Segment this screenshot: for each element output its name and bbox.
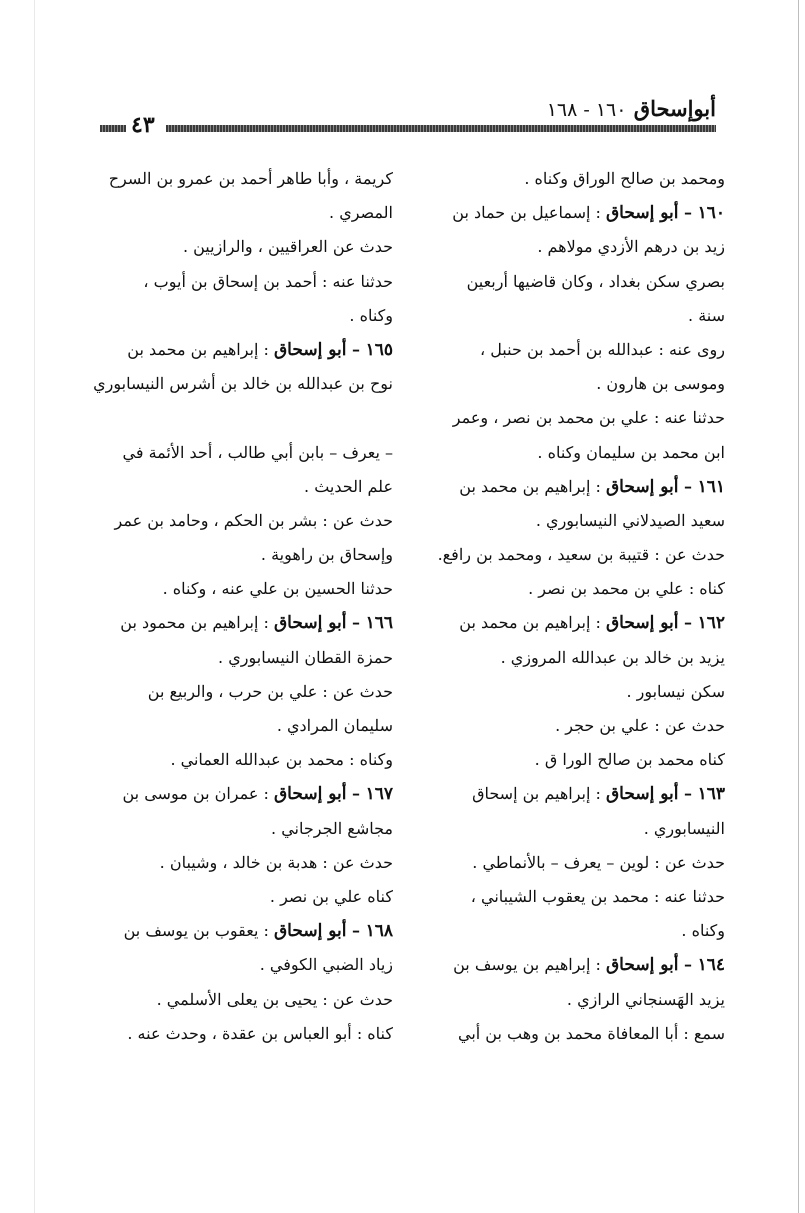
entry-dash: – [346, 613, 366, 633]
entry-heading-line [395, 948, 725, 982]
page-number: ٤٣ [128, 112, 158, 138]
text-line: وكناه : محمد بن عبدالله العماني . [170, 750, 393, 770]
text-line: وموسى بن هارون . [596, 374, 725, 394]
entry-heading-line [395, 606, 725, 640]
entry-kunya: أبو إسحاق [273, 921, 347, 942]
entry-dash: – [346, 784, 366, 804]
entry-kunya: أبو إسحاق [605, 476, 679, 497]
entry-number: ١٦٤ [697, 955, 725, 976]
header-title [547, 96, 716, 121]
text-line: كناه : أبو العباس بن عقدة ، وحدث عنه . [127, 1023, 393, 1043]
text-line: حدث عن : قتيبة بن سعيد ، ومحمد بن رافع. [437, 545, 725, 565]
text-line: وكناه . [681, 921, 725, 941]
text-line: حدثنا عنه : أحمد بن إسحاق بن أيوب ، [143, 271, 393, 291]
entry-text: : عمران بن موسى بن [122, 784, 274, 804]
text-line: كناه : علي بن محمد بن نصر . [528, 579, 725, 599]
text-line: حدث عن : علي بن حرب ، والربيع بن [147, 681, 393, 701]
text-line: وكناه . [349, 305, 393, 325]
entry-text: : إبراهيم بن محمود بن [120, 613, 274, 633]
running-header [100, 92, 716, 138]
entry-text: : إسماعيل بن حماد بن [452, 203, 606, 223]
entry-heading-line [395, 470, 725, 504]
page-edge-left [34, 0, 35, 1213]
header-rule-left [100, 125, 126, 132]
entry-heading-line [83, 914, 393, 948]
text-line: حدثنا عنه : محمد بن يعقوب الشيباني ، [470, 886, 725, 906]
page-edge-right [798, 0, 799, 1213]
header-title-text: أبوإسحاق [633, 96, 716, 121]
entry-text: : يعقوب بن يوسف بن [123, 921, 274, 941]
entry-number: ١٦٧ [365, 784, 393, 805]
entry-number: ١٦٦ [365, 613, 393, 634]
entry-number: ١٦٥ [365, 339, 393, 360]
entry-number: ١٦٠ [697, 203, 725, 224]
entry-kunya: أبو إسحاق [273, 784, 347, 805]
header-rule [166, 125, 716, 132]
entry-text: : إبراهيم بن محمد بن [459, 613, 606, 633]
entry-dash: – [678, 203, 698, 223]
text-line: ابن محمد بن سليمان وكناه . [537, 442, 725, 462]
text-line: روى عنه : عبدالله بن أحمد بن حنبل ، [479, 339, 725, 359]
text-line: كناه علي بن نصر . [269, 886, 393, 906]
text-line: نوح بن عبدالله بن خالد بن أشرس النيسابوري [93, 374, 393, 394]
entry-dash: – [678, 955, 698, 975]
text-line: سكن نيسابور . [626, 681, 725, 701]
entry-dash: – [678, 613, 698, 633]
entry-kunya: أبو إسحاق [605, 784, 679, 805]
entry-kunya: أبو إسحاق [273, 613, 347, 634]
text-line: علم الحديث . [304, 476, 393, 496]
header-entry-range: ١٦٠ - ١٦٨ [546, 99, 627, 121]
entry-kunya: أبو إسحاق [605, 613, 679, 634]
entry-text: : إبراهيم بن محمد بن [127, 339, 274, 359]
text-line: سمع : أبا المعافاة محمد بن وهب بن أبي [457, 1023, 725, 1043]
entry-kunya: أبو إسحاق [605, 955, 679, 976]
text-line: المصري . [329, 203, 393, 223]
entry-heading-line [395, 196, 725, 230]
text-line: كناه محمد بن صالح الورا ق . [534, 750, 725, 770]
text-line: حدثنا عنه : علي بن محمد بن نصر ، وعمر [452, 408, 725, 428]
text-line: زيد بن درهم الأزدي مولاهم . [537, 237, 725, 257]
entry-dash: – [678, 784, 698, 804]
entry-dash: – [678, 476, 698, 496]
entry-text: : إبراهيم بن محمد بن [459, 476, 606, 496]
entry-heading-line [83, 333, 393, 367]
entry-heading-line [395, 777, 725, 811]
text-line: بصري سكن بغداد ، وكان قاضيها أربعين [466, 271, 725, 291]
entry-number: ١٦١ [697, 476, 725, 497]
text-line: يزيد بن خالد بن عبدالله المروزي . [500, 647, 725, 667]
text-line [83, 401, 393, 435]
text-line: حدث عن : يحيى بن يعلى الأسلمي . [156, 989, 393, 1009]
entry-text: : إبراهيم بن يوسف بن [453, 955, 606, 975]
text-line: مجاشع الجرجاني . [271, 818, 393, 838]
text-line: وإسحاق بن راهوية . [260, 545, 393, 565]
text-line: – يعرف – بابن أبي طالب ، أحد الأئمة في [122, 442, 393, 462]
text-line: حدث عن : لوين – يعرف – بالأنماطي . [472, 852, 725, 872]
text-line: سعيد الصيدلاني النيسابوري . [535, 510, 725, 530]
entry-heading-line [83, 777, 393, 811]
text-line: حمزة القطان النيسابوري . [218, 647, 393, 667]
text-line: النيسابوري . [643, 818, 725, 838]
text-line: حدثنا الحسين بن علي عنه ، وكناه . [162, 579, 393, 599]
text-line: حدث عن : هدبة بن خالد ، وشيبان . [159, 852, 393, 872]
text-line: ومحمد بن صالح الوراق وكناه . [524, 169, 725, 188]
text-line: سنة . [688, 305, 725, 325]
entry-dash: – [346, 339, 366, 359]
entry-dash: – [346, 921, 366, 941]
text-line: يزيد الهَسنجاني الرازي . [566, 989, 725, 1009]
entry-number: ١٦٣ [697, 784, 725, 805]
entry-number: ١٦٢ [697, 613, 725, 634]
entry-text: : إبراهيم بن إسحاق [472, 784, 606, 804]
text-line: زياد الضبي الكوفي . [259, 955, 393, 975]
entry-heading-line [83, 606, 393, 640]
right-column [395, 162, 725, 1051]
text-line: حدث عن العراقيين ، والرازيين . [182, 237, 393, 257]
text-line: حدث عن : بشر بن الحكم ، وحامد بن عمر [114, 510, 393, 530]
text-line: سليمان المرادي . [276, 716, 393, 735]
left-column [83, 162, 393, 1051]
entry-number: ١٦٨ [365, 921, 393, 942]
text-line: حدث عن : علي بن حجر . [555, 716, 725, 735]
text-line: كريمة ، وأبا طاهر أحمد بن عمرو بن السرح [108, 169, 393, 188]
entry-kunya: أبو إسحاق [605, 203, 679, 224]
entry-kunya: أبو إسحاق [273, 339, 347, 360]
